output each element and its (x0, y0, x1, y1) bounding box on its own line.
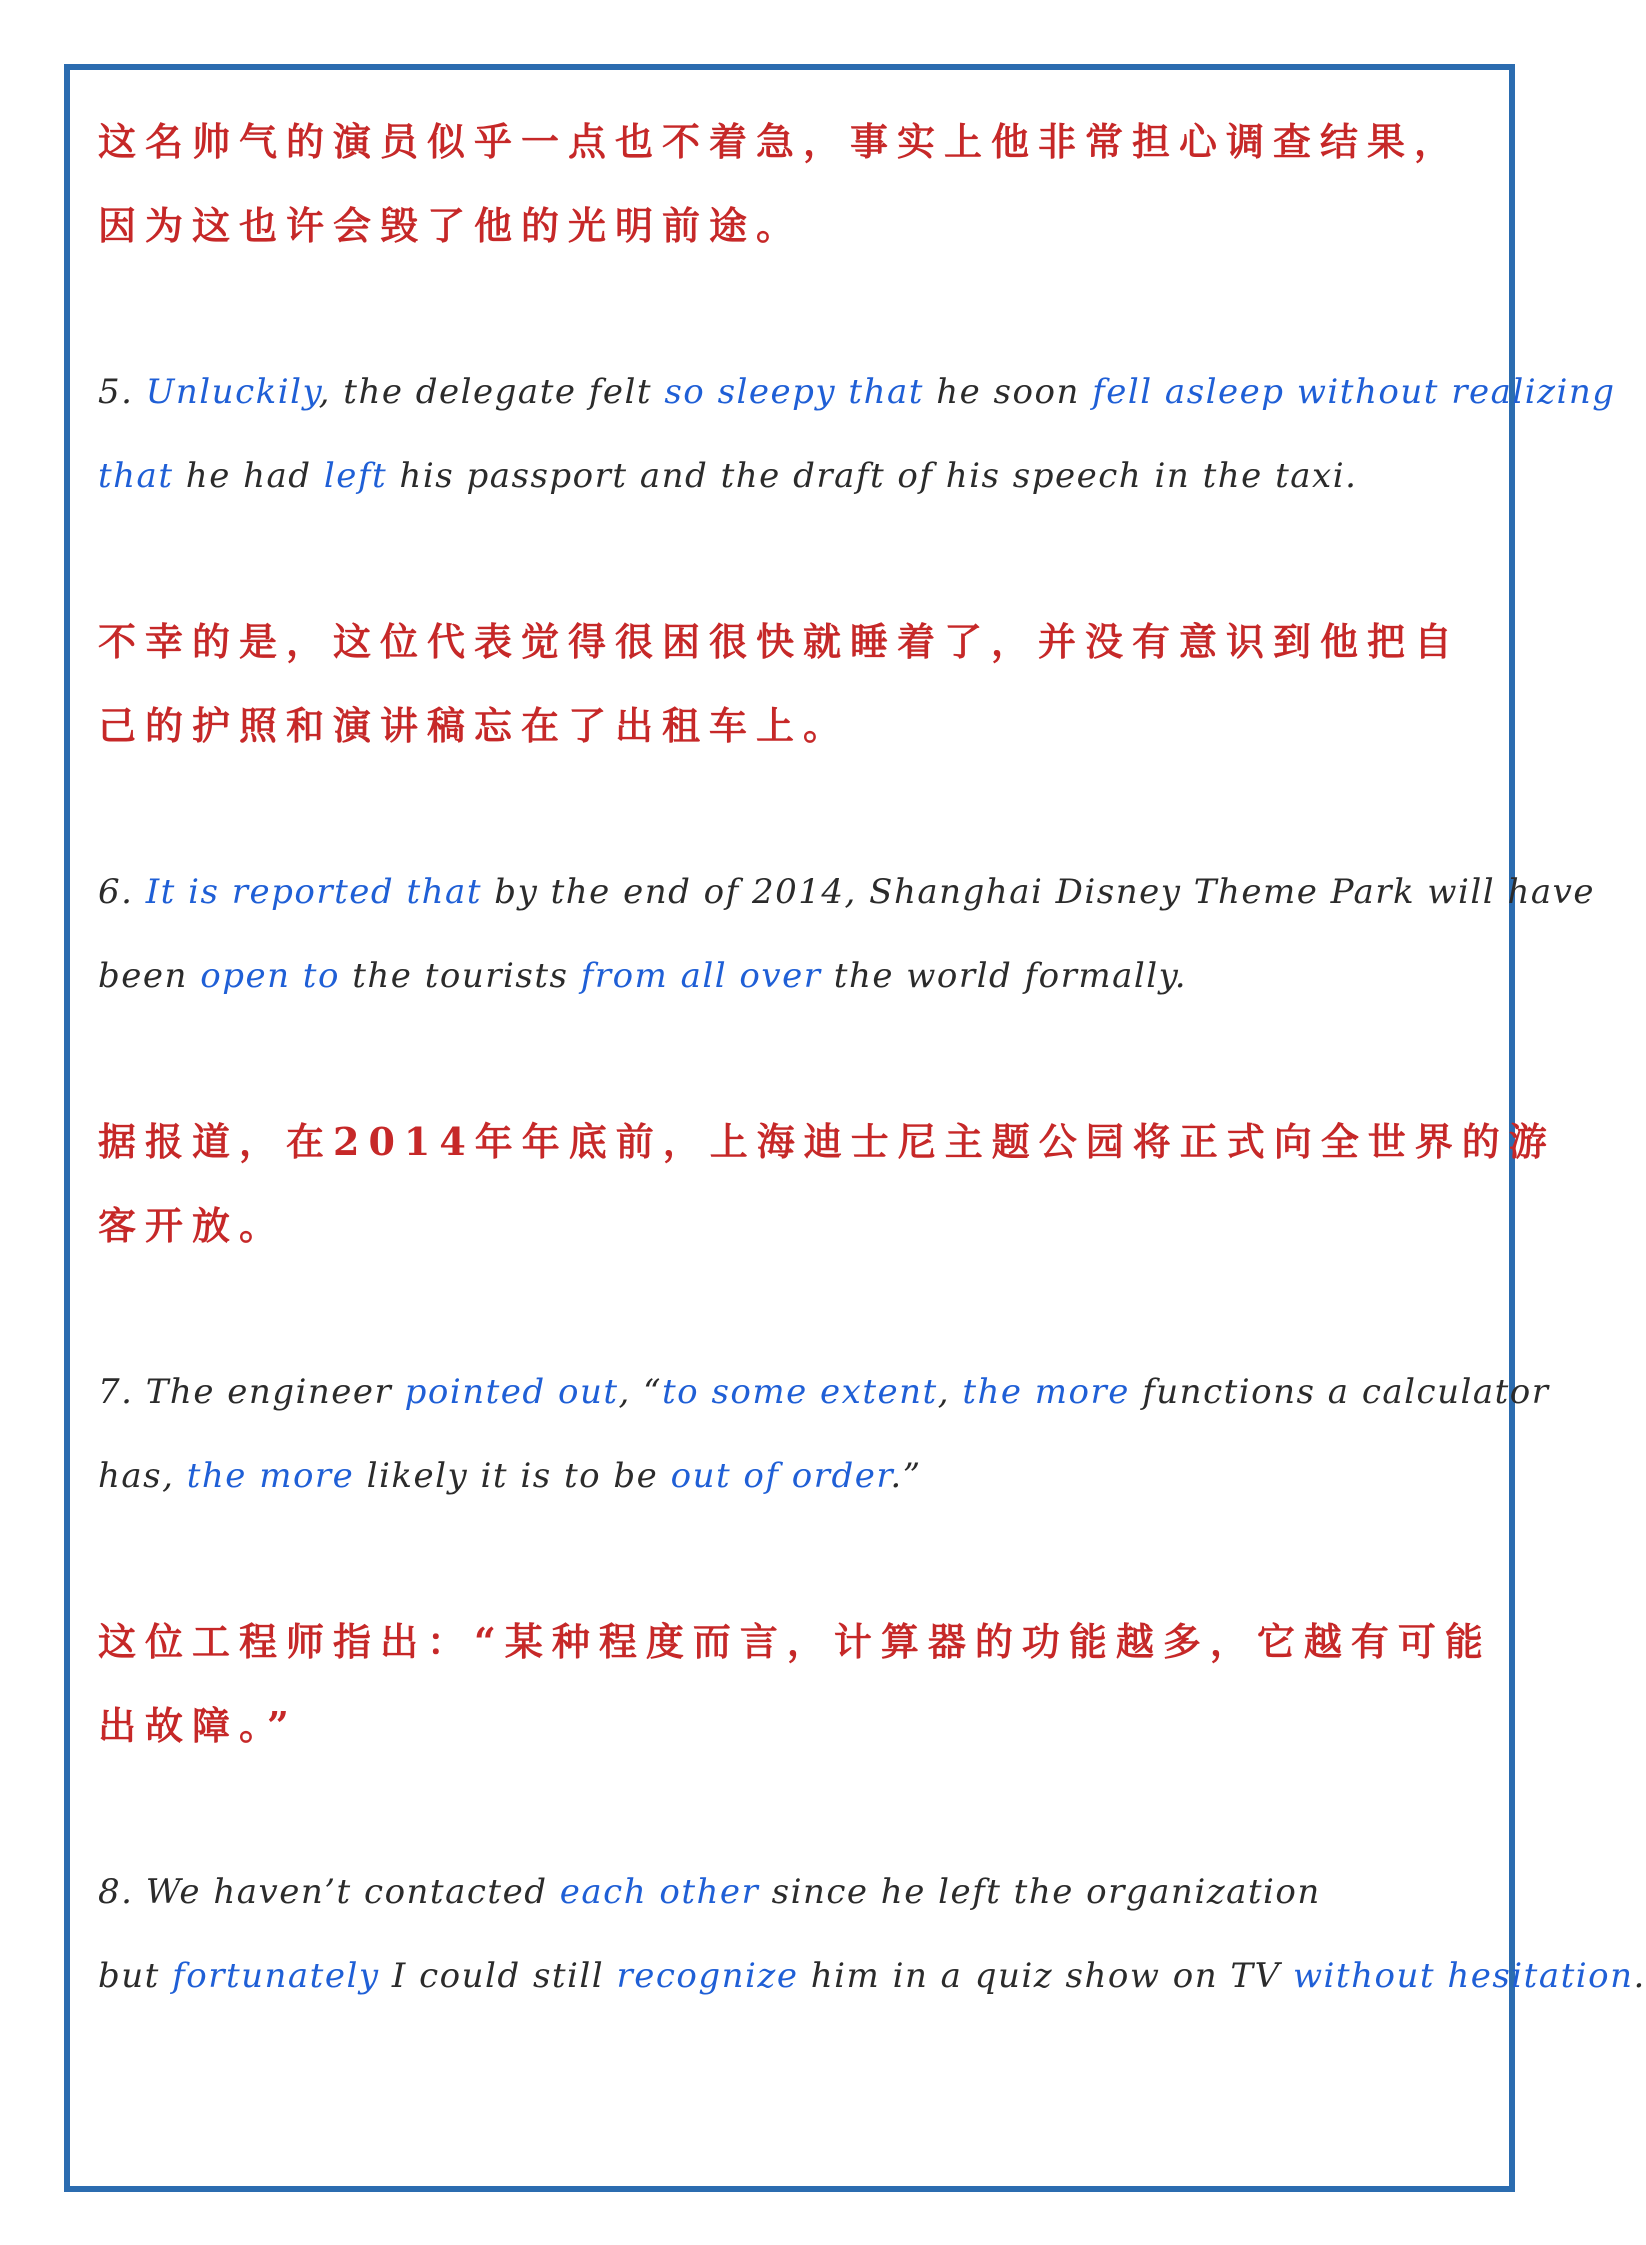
highlighted-phrase: to some extent (662, 1372, 938, 1412)
zh-translation-4 (98, 100, 1498, 268)
zh-line: 己的护照和演讲稿忘在了出租车上。 (98, 703, 851, 748)
en-line (98, 1934, 1646, 2018)
plain-text: . (1633, 1956, 1646, 1996)
highlighted-phrase: from all over (580, 956, 822, 996)
highlighted-phrase: the more (962, 1372, 1130, 1412)
en-line (98, 350, 1616, 434)
plain-text: I could still (379, 1956, 617, 1996)
plain-text: , (937, 1372, 963, 1412)
zh-line: 这名帅气的演员似乎一点也不着急，事实上他非常担心调查结果， (98, 119, 1462, 164)
plain-text: by the end of 2014, Shanghai Disney Theme Park will have (482, 872, 1595, 912)
zh-line: 因为这也许会毁了他的光明前途。 (98, 203, 804, 248)
highlighted-phrase: It is reported that (145, 872, 482, 912)
highlighted-phrase: pointed out (404, 1372, 619, 1412)
highlighted-phrase: each other (559, 1872, 760, 1912)
en-sentence-6 (98, 850, 1595, 1018)
highlighted-phrase: fell asleep without realizing (1092, 372, 1616, 412)
en-line (98, 434, 1498, 518)
plain-text: he soon (923, 372, 1093, 412)
plain-text: he had (173, 456, 324, 496)
plain-text: , the delegate felt (318, 372, 665, 412)
highlighted-phrase: that (98, 456, 174, 496)
en-line (98, 934, 1498, 1018)
en-line (98, 1434, 1498, 1518)
en-sentence-8 (98, 1850, 1646, 2018)
zh-line: 据报道，在2014年年底前，上海迪士尼主题公园将正式向全世界的游 (98, 1119, 1556, 1164)
highlighted-phrase: Unluckily (145, 372, 319, 412)
highlighted-phrase: fortunately (172, 1956, 380, 1996)
highlighted-phrase: open to (200, 956, 340, 996)
plain-text: since he left the organization (759, 1872, 1321, 1912)
plain-text: the world formally. (821, 956, 1188, 996)
plain-text: has, (98, 1456, 187, 1496)
zh-line: 出故障。” (98, 1703, 298, 1748)
zh-line: 这位工程师指出：“某种程度而言，计算器的功能越多，它越有可能 (98, 1619, 1492, 1664)
highlighted-phrase: out of order (670, 1456, 891, 1496)
highlighted-phrase: the more (186, 1456, 355, 1496)
plain-text: , “ (618, 1372, 663, 1412)
en-line (98, 850, 1595, 934)
en-sentence-5 (98, 350, 1616, 518)
plain-text: functions a calculator (1129, 1372, 1550, 1412)
plain-text: been (98, 956, 201, 996)
plain-text: 5. (98, 372, 146, 412)
plain-text: but (98, 1956, 173, 1996)
zh-line: 客开放。 (98, 1203, 287, 1248)
highlighted-phrase: so sleepy that (664, 372, 924, 412)
highlighted-phrase: recognize (616, 1956, 799, 1996)
en-line (98, 1350, 1550, 1434)
highlighted-phrase: left (323, 456, 388, 496)
plain-text: him in a quiz show on TV (798, 1956, 1293, 1996)
zh-translation-7 (98, 1600, 1498, 1768)
en-line (98, 1850, 1498, 1934)
highlighted-phrase: without hesitation (1292, 1956, 1634, 1996)
zh-translation-6 (98, 1100, 1556, 1268)
plain-text: 7. The engineer (98, 1372, 405, 1412)
zh-translation-5 (98, 600, 1498, 768)
plain-text: likely it is to be (354, 1456, 671, 1496)
zh-line: 不幸的是，这位代表觉得很困很快就睡着了，并没有意识到他把自 (98, 619, 1462, 664)
plain-text: 8. We haven’t contacted (98, 1872, 560, 1912)
plain-text: the tourists (339, 956, 581, 996)
plain-text: his passport and the draft of his speech in the taxi. (387, 456, 1358, 496)
plain-text: .” (890, 1456, 922, 1496)
plain-text: 6. (98, 872, 146, 912)
en-sentence-7 (98, 1350, 1550, 1518)
